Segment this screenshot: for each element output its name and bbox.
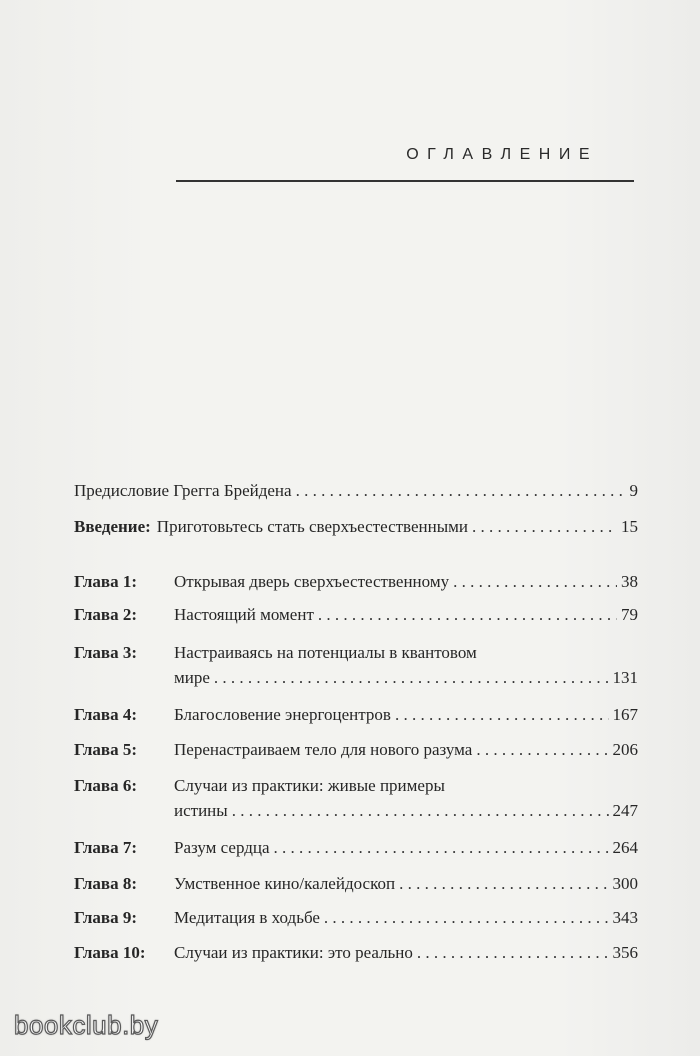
- toc-entry-chapter-7[interactable]: [74, 837, 638, 859]
- toc-heading: ОГЛАВЛЕНИЕ: [406, 146, 598, 163]
- site-watermark: bookclub.by: [14, 1010, 159, 1040]
- entry-title: Разум сердца: [174, 838, 270, 857]
- leader-dots: [417, 942, 609, 964]
- heading-rule: [176, 180, 634, 182]
- toc-entry-chapter-1[interactable]: [74, 571, 638, 593]
- chapter-label: Глава 3:: [74, 643, 138, 662]
- entry-title: Настраиваясь на потенциалы в квантовом: [174, 643, 477, 662]
- page-number: 38: [621, 572, 638, 591]
- toc-entry-chapter-6[interactable]: [74, 775, 638, 797]
- page-number: 9: [629, 481, 638, 500]
- chapter-label: Глава 1:: [74, 572, 138, 591]
- entry-title-continued: мире: [174, 668, 210, 687]
- entry-title: Перенастраиваем тело для нового разума: [174, 740, 473, 759]
- entry-title: Случаи из практики: живые примеры: [174, 776, 445, 795]
- page-number: 206: [612, 740, 638, 759]
- entry-label: Введение:: [74, 517, 151, 536]
- entry-title: Предисловие Грегга Брейдена: [74, 481, 292, 500]
- leader-dots: [476, 739, 608, 761]
- chapter-label: Глава 2:: [74, 605, 138, 624]
- entry-title: Приготовьтесь стать сверхъестественными: [156, 517, 468, 536]
- entry-title: Благословение энергоцентров: [174, 705, 391, 724]
- chapter-label: Глава 5:: [74, 740, 138, 759]
- toc-entry-chapter-9[interactable]: [74, 907, 638, 929]
- chapter-label: Глава 7:: [74, 838, 138, 857]
- leader-dots: [214, 667, 609, 689]
- toc-entry-chapter-6-continued[interactable]: [74, 800, 638, 822]
- entry-title-continued: истины: [174, 801, 228, 820]
- leader-dots: [274, 837, 609, 859]
- leader-dots: [453, 571, 617, 593]
- leader-dots: [296, 480, 626, 502]
- entry-title: Открывая дверь сверхъестественному: [174, 572, 450, 591]
- toc-entry-chapter-2[interactable]: [74, 604, 638, 626]
- page-number: 264: [612, 838, 638, 857]
- page-number: 343: [612, 908, 638, 927]
- toc-entry-foreword[interactable]: [74, 480, 638, 502]
- leader-dots: [232, 800, 609, 822]
- page-number: 247: [612, 801, 638, 820]
- page-number: 300: [612, 874, 638, 893]
- toc-entry-chapter-5[interactable]: [74, 739, 638, 761]
- page-number: 167: [612, 705, 638, 724]
- chapter-label: Глава 6:: [74, 776, 138, 795]
- leader-dots: [399, 873, 608, 895]
- chapter-label: Глава 9:: [74, 908, 138, 927]
- leader-dots: [472, 516, 617, 538]
- leader-dots: [318, 604, 617, 626]
- page-number: 356: [612, 943, 638, 962]
- entry-title: Случаи из практики: это реально: [174, 943, 413, 962]
- toc-entry-chapter-4[interactable]: [74, 704, 638, 726]
- page-number: 131: [612, 668, 638, 687]
- chapter-label: Глава 4:: [74, 705, 138, 724]
- chapter-label: Глава 10:: [74, 943, 146, 962]
- entry-title: Умственное кино/калейдоскоп: [174, 874, 396, 893]
- entry-title: Настоящий момент: [174, 605, 314, 624]
- leader-dots: [324, 907, 609, 929]
- toc-entry-chapter-8[interactable]: [74, 873, 638, 895]
- toc-entry-introduction[interactable]: [74, 516, 638, 538]
- chapter-label: Глава 8:: [74, 874, 138, 893]
- toc-entry-chapter-10[interactable]: [74, 942, 638, 964]
- page-number: 15: [621, 517, 638, 536]
- page-number: 79: [621, 605, 638, 624]
- entry-title: Медитация в ходьбе: [174, 908, 320, 927]
- toc-entry-chapter-3-continued[interactable]: [74, 667, 638, 689]
- leader-dots: [395, 704, 609, 726]
- toc-entry-chapter-3[interactable]: [74, 642, 638, 664]
